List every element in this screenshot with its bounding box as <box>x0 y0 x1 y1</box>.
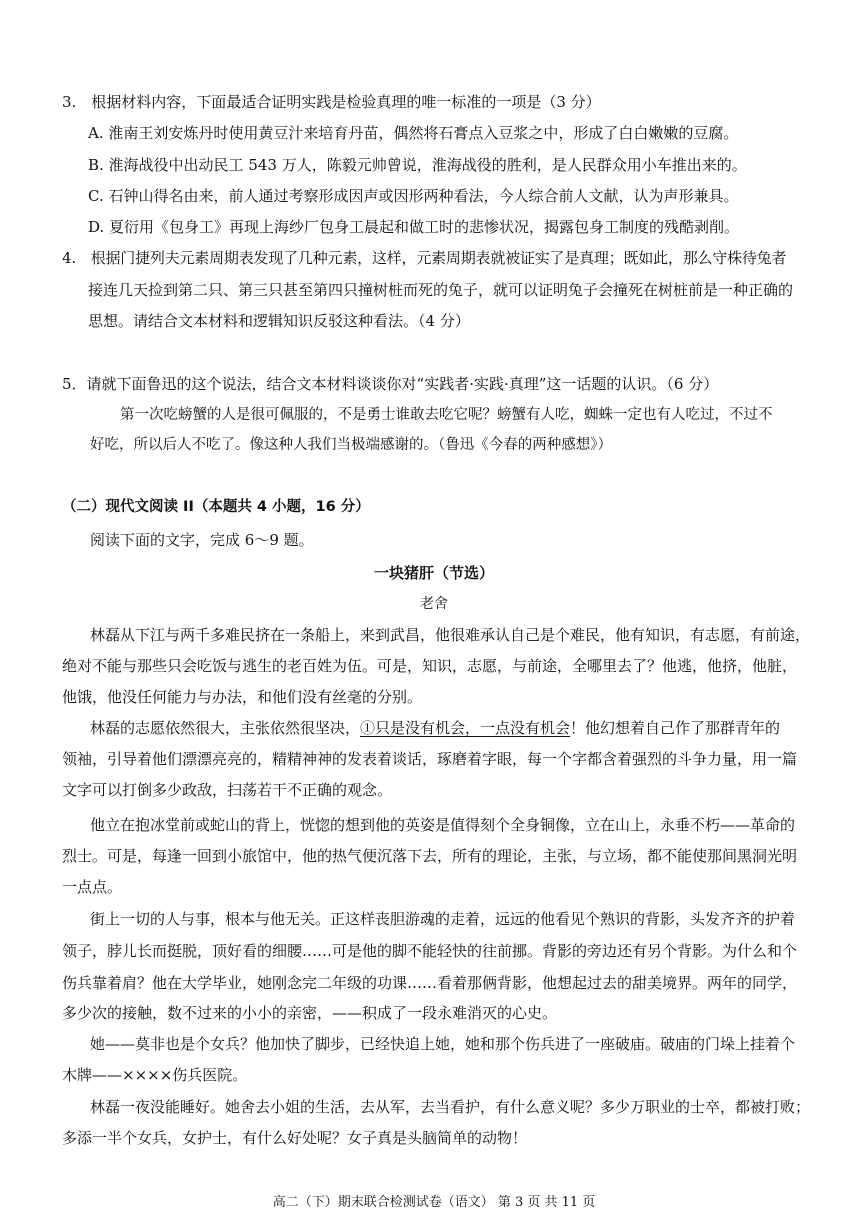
passage-p4-line1: 街上一切的人与事，根本与他无关。正这样丧胆游魂的走着，远远的他看见个熟识的背影，头发齐齐的护着 <box>90 910 796 928</box>
passage-author: 老舍 <box>420 596 448 612</box>
q4-stem-line3: 思想。请结合文本材料和逻辑知识反驳这种看法。（4 分） <box>88 312 470 330</box>
q3-option-c: C. 石钟山得名由来，前人通过考察形成因声或因形两种看法，今人综合前人文献，认为声形兼具。 <box>88 187 739 205</box>
q5-quote-line2: 好吃，所以后人不吃了。像这种人我们当极端感谢的。（鲁迅《今春的两种感想》） <box>90 437 612 453</box>
passage-p2-line2: 领袖，引导着他们漂漂亮亮的，精精神神的发表着谈话，琢磨着字眼，每一个字都含着强烈的斗争力量，用一篇 <box>62 750 798 768</box>
passage-p5-line1: 她——莫非也是个女兵？他加快了脚步，已经快追上她，她和那个伤兵进了一座破庙。破庙的门垛上挂着个 <box>90 1035 796 1053</box>
passage-p1-line1: 林磊从下江与两千多难民挤在一条船上，来到武昌，他很难承认自己是个难民，他有知识，有志愿，有前途， <box>90 626 811 644</box>
passage-p2-line1-end: ！他幻想着自己作了那群青年的 <box>570 719 781 737</box>
passage-p3-line1: 他立在抱冰堂前或蛇山的背上，恍惚的想到他的英姿是值得刻个全身铜像，立在山上，永垂不朽——革命的 <box>90 816 796 834</box>
page-footer: 高二（下）期末联合检测试卷（语文） 第 3 页 共 11 页 <box>272 1195 596 1210</box>
passage-p2-line1 <box>90 718 780 738</box>
q3-stem: 3. 根据材料内容，下面最适合证明实践是检验真理的唯一标准的一项是（3 分） <box>62 93 601 111</box>
underlined-sentence-1: ①只是没有机会，一点没有机会 <box>360 719 571 737</box>
q4-stem-line2: 接连几天捡到第二只、第三只甚至第四只撞树桩而死的兔子，就可以证明兔子会撞死在树桩前是一种正确的 <box>88 281 794 299</box>
q4-stem-line1: 4. 根据门捷列夫元素周期表发现了几种元素，这样，元素周期表就被证实了是真理；既如此，那么守株待兔者 <box>62 249 787 267</box>
q3-option-b: B. 淮海战役中出动民工 543 万人，陈毅元帅曾说，淮海战役的胜利，是人民群众用小车推出来的。 <box>88 156 747 174</box>
passage-title: 一块猪肝（节选） <box>373 564 494 582</box>
passage-p2-line1-start: 林磊的志愿依然很大，主张依然很坚决， <box>90 719 361 737</box>
q5-stem: 5．请就下面鲁迅的这个说法，结合文本材料谈谈你对“实践者·实践·真理”这一话题的认识。（6 分） <box>62 375 719 393</box>
passage-p1-line2: 绝对不能与那些只会吃饭与逃生的老百姓为伍。可是，知识，志愿，与前途，全哪里去了？他逃，他挤，他脏， <box>62 657 798 675</box>
passage-p6-line1: 林磊一夜没能睡好。她舍去小姐的生活，去从军，去当看护，有什么意义呢？多少万职业的士卒，都被打败； <box>90 1098 811 1116</box>
passage-p1-line3: 他饿，他没任何能力与办法，和他们没有丝毫的分别。 <box>62 688 423 706</box>
passage-p4-line4: 多少次的接触，数不过来的小小的亲密，——积成了一段永难消灭的心史。 <box>62 1004 558 1022</box>
q5-quote-line1: 第一次吃螃蟹的人是很可佩服的，不是勇士谁敢去吃它呢？螃蟹有人吃，蜘蛛一定也有人吃过，不过不 <box>120 407 773 423</box>
passage-p2-line3: 文字可以打倒多少政敌，扫荡若干不正确的观念。 <box>62 781 393 799</box>
reading-instruction: 阅读下面的文字，完成 6～9 题。 <box>90 531 314 549</box>
passage-p5-line2: 木牌——××××伤兵医院。 <box>62 1066 248 1084</box>
passage-p4-line3: 伤兵靠着肩？他在大学毕业，她刚念完二年级的功课……看着那俩背影，他想起过去的甜美境界。两年的同学， <box>62 974 798 992</box>
q3-option-d: D. 夏衍用《包身工》再现上海纱厂包身工晨起和做工时的悲惨状况，揭露包身工制度的残酷剥削。 <box>88 218 740 236</box>
passage-p6-line2: 多添一半个女兵，女护士，有什么好处呢？女子真是头脑简单的动物！ <box>62 1129 528 1147</box>
passage-p4-line2: 领子，脖儿长而挺脱，顶好看的细腰……可是他的脚不能轻快的往前挪。背影的旁边还有另个背影。为什么和个 <box>62 942 798 960</box>
q3-option-a: A. 淮南王刘安炼丹时使用黄豆汁来培育丹苗，偶然将石膏点入豆浆之中，形成了白白嫩嫩的豆腐。 <box>88 124 739 142</box>
passage-p3-line2: 烈士。可是，每逢一回到小旅馆中，他的热气便沉落下去，所有的理论，主张，与立场，都不能使那间黑洞光明 <box>62 847 798 865</box>
passage-p3-line3: 一点点。 <box>62 878 123 896</box>
section-heading: （二）现代文阅读 II（本题共 4 小题，16 分） <box>62 499 370 515</box>
